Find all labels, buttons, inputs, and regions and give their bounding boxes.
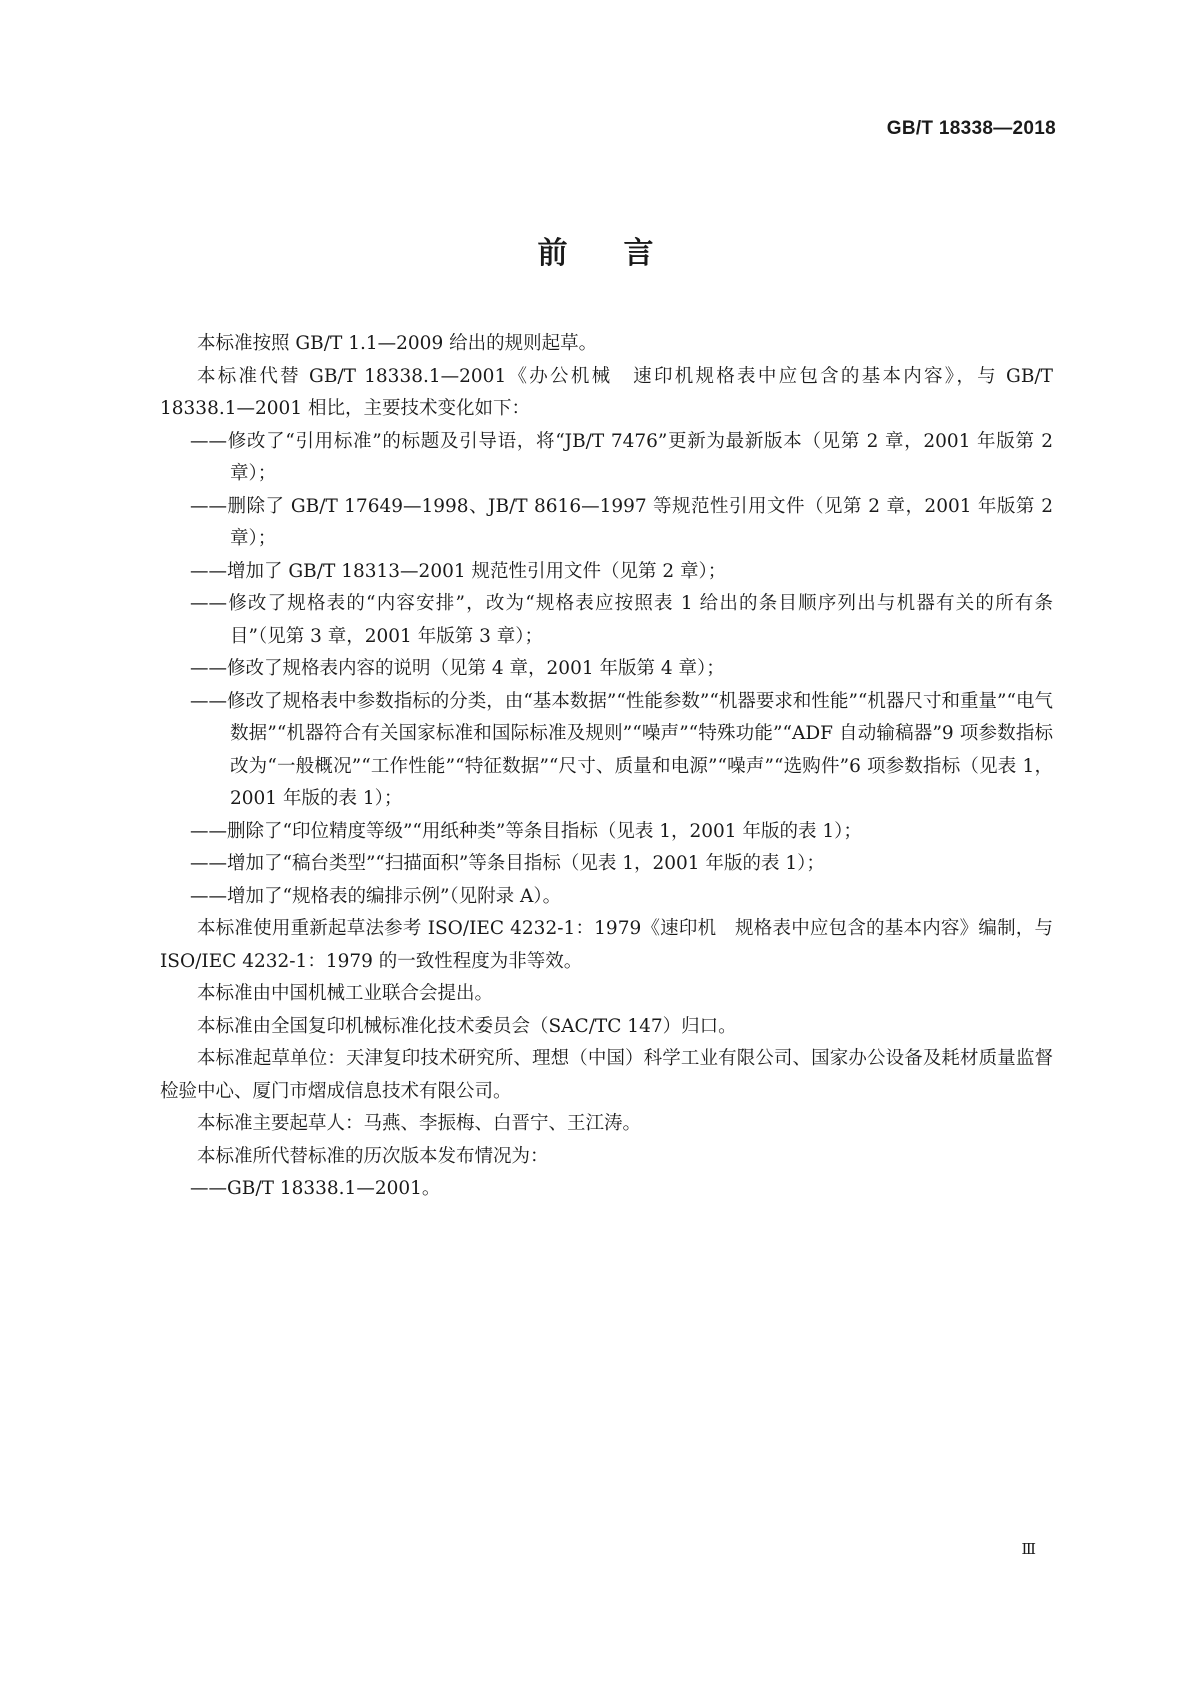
standard-code: GB/T 18338—2018	[886, 118, 1056, 139]
page-title: 前言	[537, 236, 710, 271]
paragraph-drafting-units: 本标准起草单位：天津复印技术研究所、理想（中国）科学工业有限公司、国家办公设备及耗材质量监督检验中心、厦门市熠成信息技术有限公司。	[160, 1048, 1053, 1102]
change-item: ——删除了 GB/T 17649—1998、JB/T 8616—1997 等规范性引用文件（见第 2 章，2001 年版第 2 章）；	[190, 495, 1053, 549]
change-item: ——增加了“规格表的编排示例”（见附录 A）。	[190, 885, 562, 907]
change-item: ——删除了“印位精度等级”“用纸种类”等条目指标（见表 1，2001 年版的表 1）；	[190, 820, 862, 842]
change-item: ——修改了规格表内容的说明（见第 4 章，2001 年版第 4 章）；	[190, 658, 725, 679]
history-item: ——GB/T 18338.1—2001。	[190, 1178, 441, 1199]
paragraph-history-intro: 本标准所代替标准的历次版本发布情况为：	[197, 1145, 549, 1167]
change-item: ——修改了规格表的“内容安排”，改为“规格表应按照表 1 给出的条目顺序列出与机器有关的所有条目”（见第 3 章，2001 年版第 3 章）；	[190, 593, 1053, 647]
paragraph-proposer: 本标准由中国机械工业联合会提出。	[197, 983, 494, 1004]
paragraph-drafting-rules: 本标准按照 GB/T 1.1—2009 给出的规则起草。	[197, 333, 598, 354]
paragraph-committee: 本标准由全国复印机械标准化技术委员会（SAC/TC 147）归口。	[197, 1015, 737, 1037]
paragraph-iso-reference: 本标准使用重新起草法参考 ISO/IEC 4232-1：1979《速印机 规格表中应包含的基本内容》编制，与 ISO/IEC 4232-1：1979 的一致性程度为非等效。	[160, 918, 1053, 972]
change-item: ——修改了规格表中参数指标的分类，由“基本数据”“性能参数”“机器要求和性能”“机器尺寸和重量”“电气数据”“机器符合有关国家标准和国际标准及规则”“噪声”“特殊功能”“ADF 自动输稿器”9 项参数指标改为“一般概况”“工作性能”“特征数据”“尺寸、质量和电源”“噪声”“选购件”6 项参数指标（见表 1，2001 年版的表 1）；	[190, 690, 1053, 809]
document-body	[160, 328, 1053, 1206]
paragraph-replacement: 本标准代替 GB/T 18338.1—2001《办公机械 速印机规格表中应包含的基本内容》，与 GB/T 18338.1—2001 相比，主要技术变化如下：	[160, 365, 1053, 419]
change-item: ——修改了“引用标准”的标题及引导语，将“JB/T 7476”更新为最新版本（见第 2 章，2001 年版第 2 章）；	[190, 430, 1053, 484]
paragraph-drafters: 本标准主要起草人：马燕、李振梅、白晋宁、王江涛。	[197, 1113, 642, 1134]
page-number: Ⅲ	[1021, 1540, 1036, 1558]
change-item: ——增加了“稿台类型”“扫描面积”等条目指标（见表 1，2001 年版的表 1）；	[190, 853, 825, 874]
change-item: ——增加了 GB/T 18313—2001 规范性引用文件（见第 2 章）；	[190, 560, 727, 582]
